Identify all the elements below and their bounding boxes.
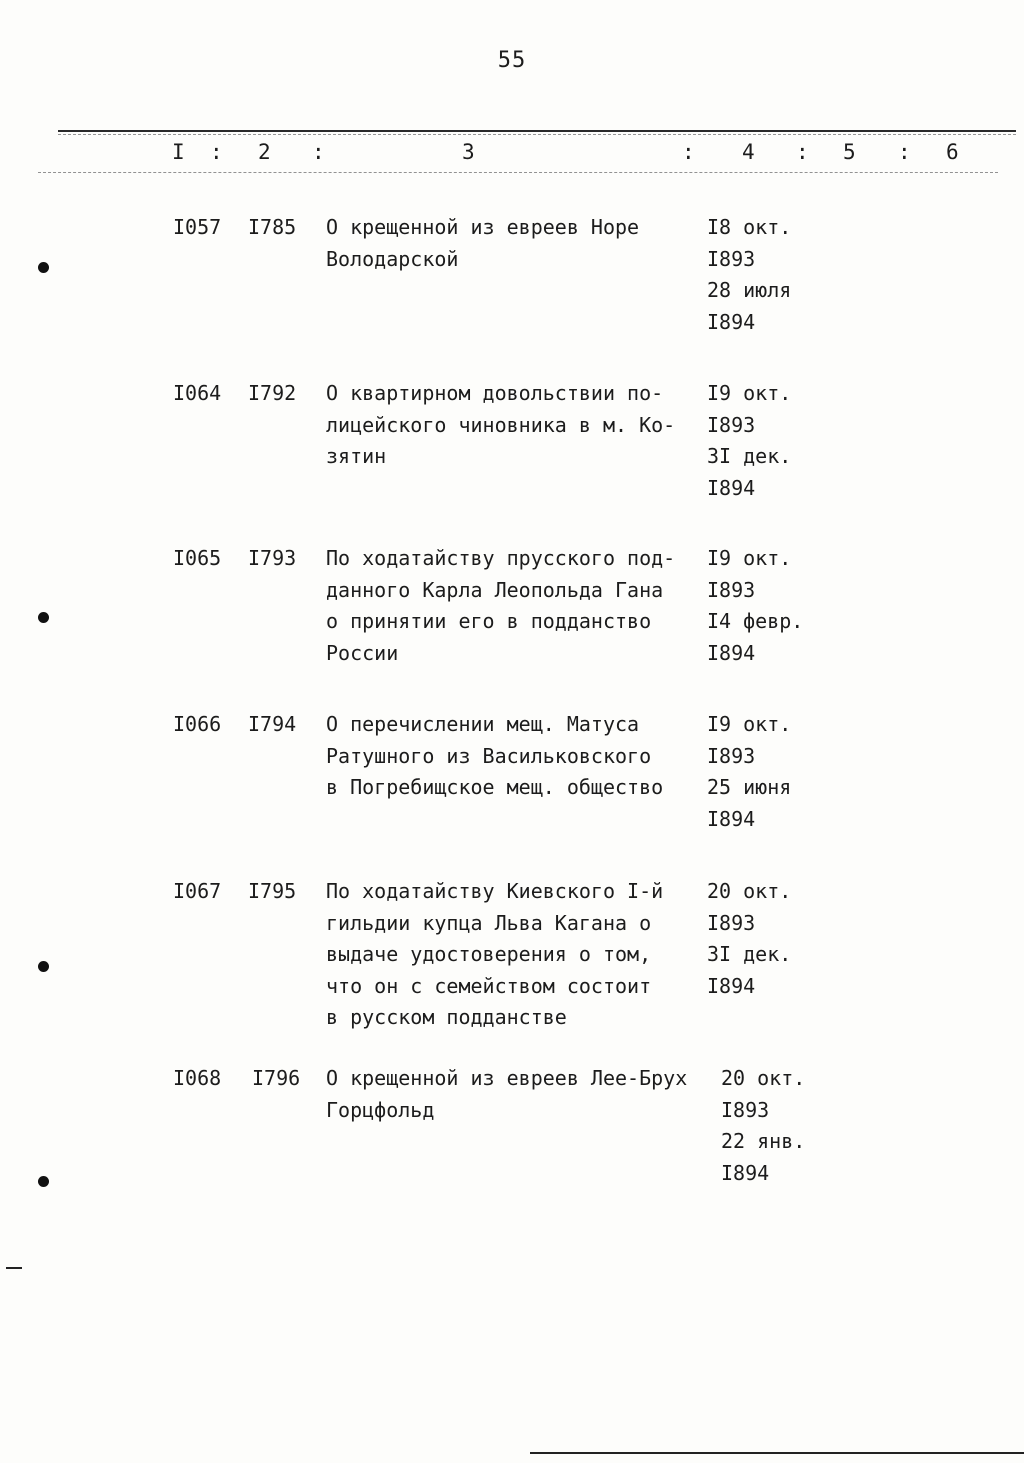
entry-number: I068 (173, 1066, 222, 1090)
entry-number: I066 (173, 712, 222, 736)
entry-title-line: что он с семейством состоит (326, 973, 652, 998)
entry-title-line: данного Карла Леопольда Гана (326, 577, 664, 602)
column-header-6: 6 (946, 140, 959, 164)
entry-title (326, 378, 710, 473)
start-year: I893 (707, 412, 756, 437)
header-top-rule (58, 130, 1016, 132)
entry-number: I067 (173, 879, 222, 903)
end-date: 3I дек. (707, 444, 792, 468)
entry-title-line: Ратушного из Васильковского (326, 743, 652, 768)
entry-title (326, 709, 710, 804)
end-date: 25 июня (707, 775, 792, 799)
entry-title-line: о принятии его в подданство (326, 609, 652, 633)
entry-title-line: в Погребищское мещ. общество (326, 775, 664, 799)
start-date: 20 окт. (721, 1066, 806, 1090)
column-header-3: 3 (462, 140, 475, 164)
scan-mark (6, 1267, 22, 1269)
start-date: I9 окт. (707, 381, 792, 405)
start-date: I8 окт. (707, 215, 792, 239)
entry-title-line: выдаче удостоверения о том, (326, 942, 652, 966)
entry-title (326, 876, 710, 1034)
file-number: I793 (248, 546, 297, 570)
end-date: I4 февр. (707, 609, 804, 633)
file-number: I792 (248, 381, 297, 405)
entry-number: I057 (173, 215, 222, 239)
entry-title-line: О квартирном довольствии по- (326, 381, 664, 405)
column-header-5: 5 (843, 140, 856, 164)
punch-hole (38, 262, 49, 273)
column-header-row (0, 140, 1024, 170)
entry-title-line: Горцфольд (326, 1097, 435, 1122)
entry-title-line: зятин (326, 444, 387, 468)
entry-dates (707, 709, 827, 835)
start-year: I893 (721, 1097, 770, 1122)
entry-dates (707, 212, 827, 338)
entry-title-line: в русском подданстве (326, 1005, 567, 1029)
end-year: I894 (721, 1160, 770, 1185)
column-header-1: I (172, 140, 185, 164)
entry-title-line: О перечислении мещ. Матуса (326, 712, 640, 736)
bottom-rule (530, 1452, 1024, 1454)
start-date: I9 окт. (707, 712, 792, 736)
end-year: I894 (707, 309, 756, 334)
entry-number: I064 (173, 381, 222, 405)
end-date: 28 июля (707, 278, 792, 302)
end-year: I894 (707, 806, 756, 831)
column-separator: : (796, 140, 809, 164)
column-separator: : (312, 140, 325, 164)
entry-title-line: О крещенной из евреев Норе (326, 215, 640, 239)
header-bottom-rule (38, 172, 998, 173)
column-separator: : (210, 140, 223, 164)
entry-title-line: О крещенной из евреев Лее-Брух (326, 1066, 688, 1090)
column-header-2: 2 (258, 140, 271, 164)
end-date: 3I дек. (707, 942, 792, 966)
entry-title (326, 1063, 710, 1126)
start-year: I893 (707, 577, 756, 602)
column-separator: : (898, 140, 911, 164)
file-number: I795 (248, 879, 297, 903)
end-year: I894 (707, 475, 756, 500)
file-number: I794 (248, 712, 297, 736)
entry-title (326, 543, 710, 669)
end-date: 22 янв. (721, 1129, 806, 1153)
entry-dates (707, 876, 827, 1002)
entry-title-line: Володарской (326, 246, 459, 271)
start-year: I893 (707, 246, 756, 271)
end-year: I894 (707, 640, 756, 665)
page-number: 55 (497, 48, 527, 73)
entry-dates (721, 1063, 841, 1189)
entry-title-line: лицейского чиновника в м. Ко- (326, 412, 676, 437)
entry-dates (707, 543, 827, 669)
start-date: 20 окт. (707, 879, 792, 903)
punch-hole (38, 612, 49, 623)
entry-title-line: России (326, 640, 399, 665)
entry-dates (707, 378, 827, 504)
file-number: I796 (252, 1066, 301, 1090)
column-header-4: 4 (742, 140, 755, 164)
entry-title (326, 212, 710, 275)
start-date: I9 окт. (707, 546, 792, 570)
start-year: I893 (707, 743, 756, 768)
entry-title-line: По ходатайству прусского под- (326, 546, 676, 570)
start-year: I893 (707, 910, 756, 935)
punch-hole (38, 1176, 49, 1187)
file-number: I785 (248, 215, 297, 239)
column-separator: : (682, 140, 695, 164)
header-top-rule-faint (58, 134, 1016, 135)
entry-number: I065 (173, 546, 222, 570)
punch-hole (38, 961, 49, 972)
end-year: I894 (707, 973, 756, 998)
entry-title-line: гильдии купца Льва Кагана о (326, 910, 652, 935)
entry-title-line: По ходатайству Киевского I-й (326, 879, 664, 903)
